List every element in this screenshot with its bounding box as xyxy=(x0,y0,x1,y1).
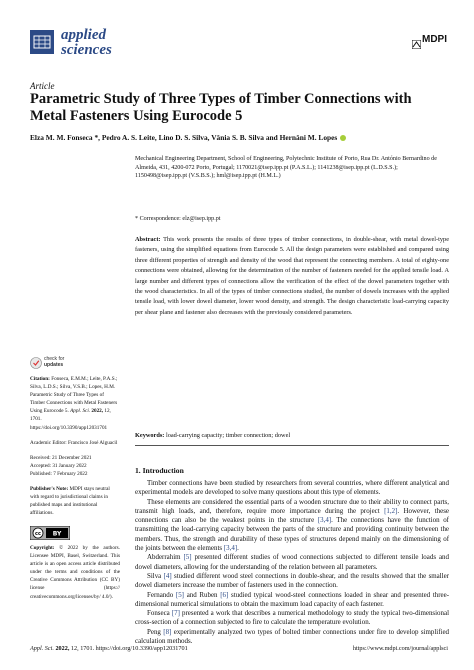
check-badge-line1: check for xyxy=(44,356,65,362)
citation-link[interactable]: [3,4] xyxy=(223,544,238,553)
paragraph: Fonseca [7] presented a work that describes a numerical methodology to study the typical two-dimensional cross-section of a connection subjected to fire to calculate the temperature evolution. xyxy=(135,609,449,627)
academic-editor: Academic Editor: Francisco José Alguacil xyxy=(30,439,118,446)
publisher-note: Publisher's Note: MDPI stays neutral with regard to jurisdictional claims in published maps and institutional affiliations. xyxy=(30,486,110,517)
footer-citation: Appl. Sci. 2022, 12, 1701. https://doi.org/10.3390/app12031701 xyxy=(30,645,188,652)
journal-name: applied sciences xyxy=(61,27,112,58)
citation-link[interactable]: [3,4] xyxy=(317,516,332,525)
affiliation: Mechanical Engineering Department, School of Engineering, Polytechnic Institute of Porto, Rua Dr. António Bernardino de Almeida, 431, 4200-072 Porto, Portugal; 1170021@isep.ipp.pt (P.A.S.L.); 1141238@isep.ipp.pt (L.D.S.S.); 1150498@isep.ipp.pt (V.S.B.S.); hml@isep.ipp.pt (H.M.L.) xyxy=(135,156,437,180)
footer-journal-url[interactable]: https://www.mdpi.com/journal/applsci xyxy=(352,645,448,652)
svg-text:cc: cc xyxy=(35,531,41,537)
keywords xyxy=(135,432,449,439)
correspondence: * Correspondence: elz@isep.ipp.pt xyxy=(135,216,221,222)
article-title: Parametric Study of Three Types of Timber Connections with Metal Fasteners Using Eurocode 5 xyxy=(30,91,412,124)
mdpi-logo-icon xyxy=(412,36,421,54)
abstract-text: This work presents the results of three types of timber connections, in double-shear, with metal dowel-type fasteners, using the simplified equations from Eurocode 5. All the design parameters were established and compared using three different properties of strength and density of the wood that represent the connecting members. A total of eighty-one connections were obtained, allowing for the determination of the number of fasteners needed for the applied tensile load. A large number and different types of connections allow the verification of the effect of the dowel parameters together with the wood characteristics. In all of the types of timber connections studied, the number of dowels increases with the applied tensile load, with lower dowel diameter, lower wood density, and strength. The design characteristic load-carrying capacity per shear plane and fastener also decreases with the previously considered parameters. xyxy=(135,236,449,316)
paragraph: Silva [4] studied different wood steel connections in double-shear, and the results showed that the smaller dowel diameters increase the number of fasteners used in the connection. xyxy=(135,571,450,590)
citation-link[interactable]: [6] xyxy=(220,590,229,599)
paragraph: These elements are considered the essential parts of a wooden structure due to their ability to connect parts, transmit high loads, and, therefore, require more importance during the project [1,2]. However, these connections can also be the weakest points in the structure [3,4]. The connections have the function of transmitting the load-carrying capacity between the parts of the structure and providing continuity between the members. Thus, the strength and durability of these types of structures depend mainly on the dimensioning of the joints between the elements [3,4]. xyxy=(135,497,450,553)
cc-by-license-icon[interactable] xyxy=(30,526,70,540)
page-footer xyxy=(30,645,448,652)
check-badge-line2: updates xyxy=(44,362,64,368)
copyright-notice: Copyright: © 2022 by the authors. Licensee MDPI, Basel, Switzerland. This article is an open access article distributed under the terms and conditions of the Creative Commons Attribution (CC BY) license (https:// creativecommons.org/licenses/by/ 4.0/). xyxy=(30,545,120,600)
citation-doi-link[interactable]: 12, 1701. https://doi.org/10.3390/app12031701 xyxy=(30,408,111,431)
citation-link[interactable]: [5] xyxy=(175,590,184,599)
author-names: Elza M. M. Fonseca *, Pedro A. S. Leite, Lino D. S. Silva, Vânia S. B. Silva and Hernâni M. Lopes xyxy=(30,133,338,142)
abstract xyxy=(135,235,449,318)
citation: Citation: Fonseca, E.M.M.; Leite, P.A.S.; Silva, L.D.S.; Silva, V.S.B.; Lopes, H.M. Parametric Study of Three Types of Timber Connections with Metal Fasteners Using Eurocode 5. Appl. Sci. 2022, 12, 1701. https://doi.org/10.3390/app12031701 xyxy=(30,376,118,431)
citation-link[interactable]: [4] xyxy=(163,571,172,580)
dates: Received: 21 December 2021 Accepted: 31 January 2022 Published: 7 February 2022 xyxy=(30,454,92,477)
article-type: Article xyxy=(30,81,55,91)
abstract-label: Abstract: xyxy=(135,236,161,243)
citation-link[interactable]: [1,2] xyxy=(384,506,398,515)
paragraph: Peng [8] experimentally analyzed two types of bolted timber connections under fire to develop simplified calculation methods. xyxy=(135,627,449,646)
orcid-icon[interactable] xyxy=(340,135,346,141)
sidebar-info xyxy=(30,375,120,524)
author-list xyxy=(30,133,460,142)
citation-link[interactable]: [8] xyxy=(163,627,172,636)
check-for-updates-button[interactable] xyxy=(30,355,68,371)
paragraph: Fernando [5] and Ruben [6] studied typical wood-steel connections loaded in shear and presented three-dimensional numerical simulations to obtain the maximum load capacity of each fastener. xyxy=(135,590,449,608)
paragraph: Abderrahim [5] presented different studies of wood connections subjected to different tensile loads and dowel diameters, allowing for the understanding of the relation between all parameters. xyxy=(135,553,449,571)
introduction-body xyxy=(135,479,449,646)
citation-link[interactable]: [7] xyxy=(171,609,180,618)
section-heading: 1. Introduction xyxy=(135,466,184,475)
publisher-name: MDPI xyxy=(422,34,447,45)
citation-link[interactable]: [5] xyxy=(183,553,192,562)
keywords-text: load-carrying capacity; timber connection; dowel xyxy=(165,432,291,439)
divider xyxy=(135,445,449,446)
check-updates-icon xyxy=(30,356,42,370)
keywords-label: Keywords: xyxy=(135,432,165,439)
svg-text:BY: BY xyxy=(52,530,62,538)
paragraph: Timber connections have been studied by researchers from several countries, where different analytical and experimental models are developed to solve many questions about this type of elements. xyxy=(135,479,449,497)
journal-logo-icon xyxy=(30,30,54,54)
